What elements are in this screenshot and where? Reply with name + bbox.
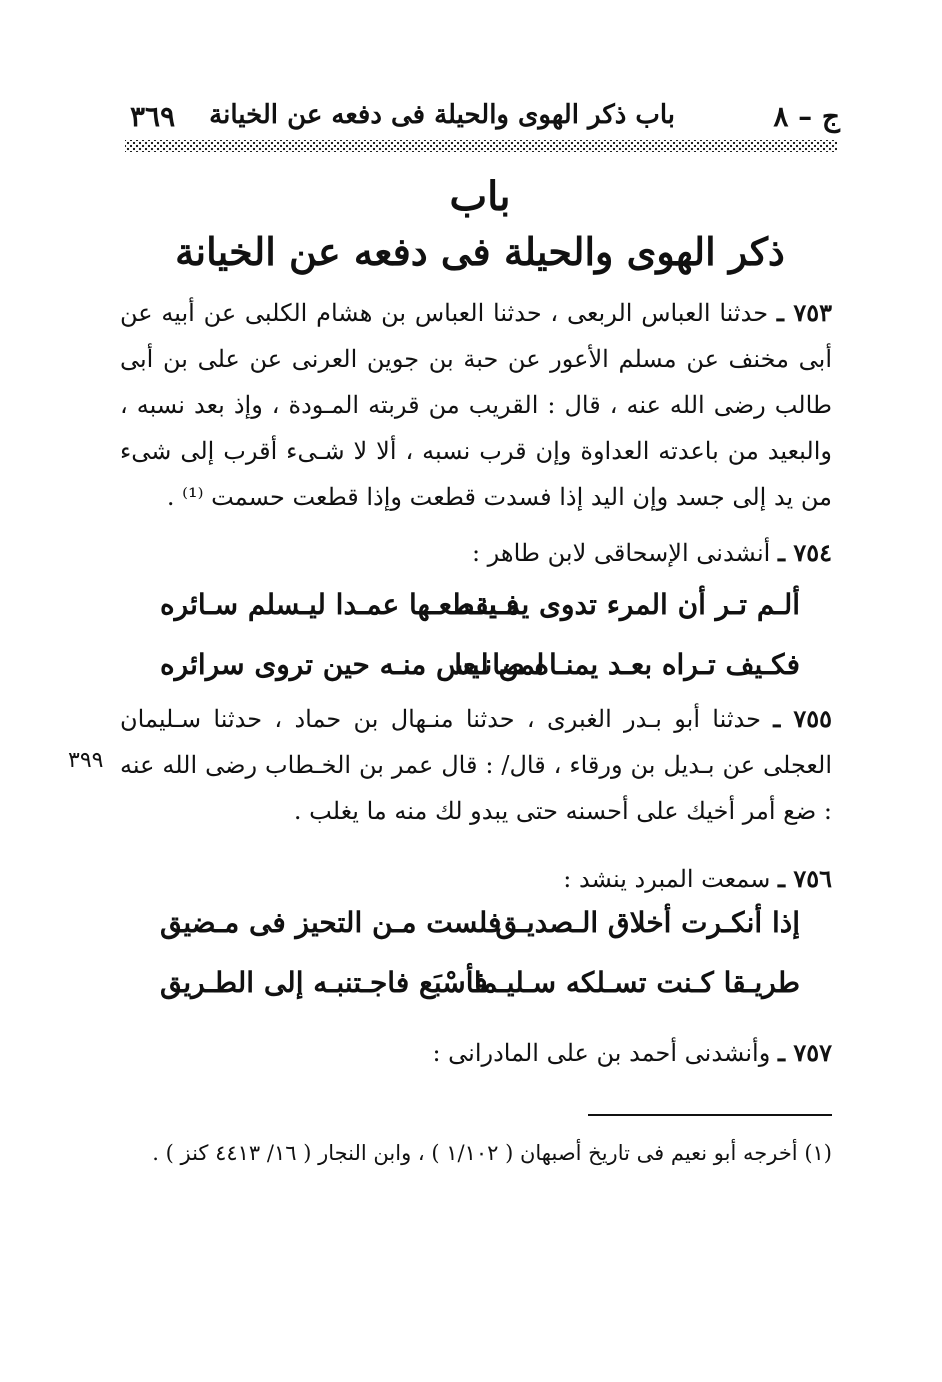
verse-first-hemistich: طريـقا كـنت تسـلكه سـليـما: [473, 966, 800, 999]
chapter-title: ذكر الهوى والحيلة فى دفعه عن الخيانة: [175, 229, 785, 274]
paragraph-text: حدثنا أبو بـدر الغبرى ، حدثنا منـهال بن حماد ، حدثنا سـليمان العجلى عن بـديل بن ورقاء ، قال/ : قال عمر بن الخـطاب رضى الله عنه : ضع أمر أخيك على أحسنه حتى يبدو لك منه ما يغلب .: [120, 705, 832, 825]
header-rule: [125, 140, 837, 152]
paragraph-755: [120, 696, 832, 834]
volume-label: ج – ٨: [773, 100, 840, 133]
verse-second-hemistich: لمن ليس منـه حين تروى سرائره: [160, 648, 545, 681]
footnote-rule: [588, 1114, 832, 1116]
verse-row: [150, 648, 800, 700]
running-title: باب ذكر الهوى والحيلة فى دفعه عن الخيانة: [209, 100, 675, 130]
verse-first-hemistich: إذا أنكـرت أخلاق الـصديـق: [495, 906, 800, 939]
paragraph-number: ٧٥٣ ـ: [776, 298, 833, 327]
page-number: ٣٦٩: [130, 100, 176, 133]
verse-first-hemistich: فكـيف تـراه بعـد يمنـاه صانـعا: [454, 648, 800, 681]
verse-row: [150, 966, 800, 1018]
paragraph-754: [120, 530, 832, 576]
verse-second-hemistich: فأسْبَع فاجـتنبـه إلى الطـريق: [160, 966, 488, 999]
verse-second-hemistich: فـيقطعـها عمـدا ليـسلم سـائره: [160, 588, 520, 621]
paragraph-text: حدثنا العباس الربعى ، حدثنا العباس بن هشام الكلبى عن أبيه عن أبى مخنف عن مسلم الأعور عن حبة بن جوين العرنى عن على بن أبى طالب رضى الله عنه ، قال : القريب من قربته المـودة ، وإذ بعد نسبه ، والبعيد من باعدته العداوة وإن قرب نسبه ، ألا لا شـىء أقرب إلى شىء من يد إلى جسد وإن اليد إذا فسدت قطعت وإذا قطعت حسمت ⁽¹⁾ .: [120, 299, 832, 511]
running-header: [120, 100, 840, 140]
paragraph-756: [120, 856, 832, 902]
section-heading: [120, 168, 840, 278]
manuscript-folio-note: ٣٩٩: [68, 748, 104, 773]
paragraph-text: أنشدنى الإسحاقى لابن طاهر :: [471, 539, 778, 567]
paragraph-number: ٧٥٤ ـ: [777, 538, 832, 567]
paragraph-text: سمعت المبرد ينشد :: [563, 865, 778, 893]
paragraph-number: ٧٥٦ ـ: [777, 864, 832, 893]
paragraph-number: ٧٥٧ ـ: [777, 1038, 832, 1067]
verse-row: [150, 906, 800, 958]
verse-first-hemistich: ألـم تـر أن المرء تدوى يمـينـه: [456, 588, 800, 621]
footnote: (١) أخرجه أبو نعيم فى تاريخ أصبهان ( ١/١٠٢ ) ، وابن النجار ( ١٦/ ٤٤١٣ كنز ) .: [152, 1141, 832, 1165]
paragraph-text: وأنشدنى أحمد بن على المادرانى :: [432, 1039, 778, 1067]
paragraph-753: [120, 290, 832, 520]
paragraph-757: [120, 1030, 832, 1076]
verse-second-hemistich: فلست مـن التحيز فى مـضيق: [160, 906, 502, 939]
chapter-label: باب: [449, 173, 511, 220]
verse-row: [150, 588, 800, 640]
paragraph-number: ٧٥٥ ـ: [773, 704, 832, 733]
